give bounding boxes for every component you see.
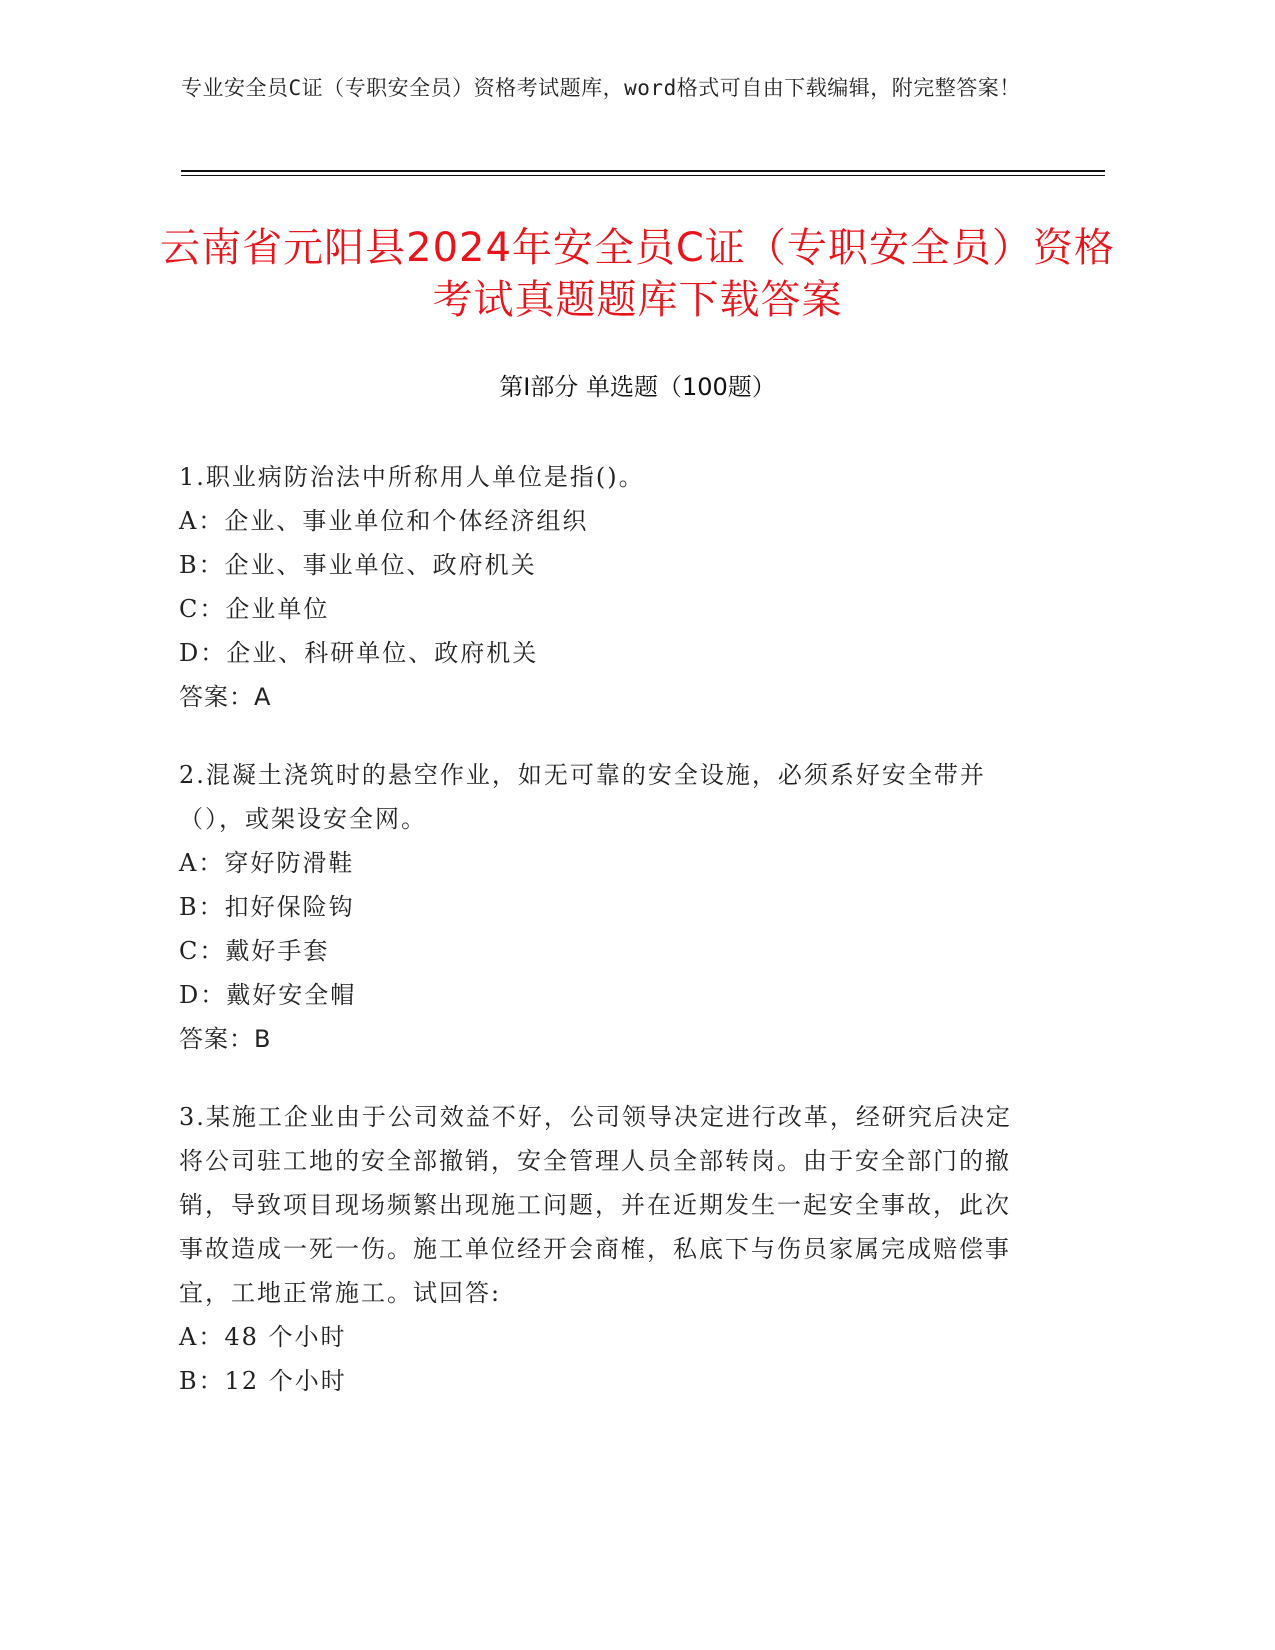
option-a: A：穿好防滑鞋 bbox=[179, 849, 355, 877]
question-stem: 2.混凝土浇筑时的悬空作业，如无可靠的安全设施，必须系好安全带并（），或架设安全网。 bbox=[179, 761, 986, 833]
option-c: C：企业单位 bbox=[179, 595, 330, 623]
header-note: 专业安全员C证（专职安全员）资格考试题库，word格式可自由下载编辑，附完整答案！ bbox=[181, 76, 1021, 100]
option-b: B：12 个小时 bbox=[179, 1367, 347, 1395]
header-rule-thick bbox=[181, 170, 1105, 172]
question-3 bbox=[179, 1095, 1029, 1403]
option-a: A：企业、事业单位和个体经济组织 bbox=[179, 507, 589, 535]
question-stem: 3.某施工企业由于公司效益不好，公司领导决定进行改革，经研究后决定将公司驻工地的安全部撤销，安全管理人员全部转岗。由于安全部门的撤销，导致项目现场频繁出现施工问题，并在近期发生一起安全事故，此次事故造成一死一伤。施工单位经开会商榷，私底下与伤员家属完成赔偿事宜，工地正常施工。试回答: bbox=[179, 1103, 1012, 1307]
answer: 答案：B bbox=[179, 1025, 272, 1053]
option-b: B：企业、事业单位、政府机关 bbox=[179, 551, 537, 579]
document-title: 云南省元阳县2024年安全员C证（专职安全员）资格考试真题题库下载答案 bbox=[160, 225, 1115, 323]
answer: 答案：A bbox=[179, 683, 272, 711]
question-list bbox=[179, 455, 1029, 1437]
option-d: D：戴好安全帽 bbox=[179, 981, 357, 1009]
option-d: D：企业、科研单位、政府机关 bbox=[179, 639, 539, 667]
question-2 bbox=[179, 753, 1029, 1061]
option-c: C：戴好手套 bbox=[179, 937, 330, 965]
header-rule-thin bbox=[181, 175, 1105, 176]
option-b: B：扣好保险钩 bbox=[179, 893, 355, 921]
question-1 bbox=[179, 455, 1029, 719]
question-stem: 1.职业病防治法中所称用人单位是指()。 bbox=[179, 463, 645, 491]
option-a: A：48 个小时 bbox=[179, 1323, 347, 1351]
section-title: 第Ⅰ部分 单选题（100题） bbox=[499, 373, 776, 401]
